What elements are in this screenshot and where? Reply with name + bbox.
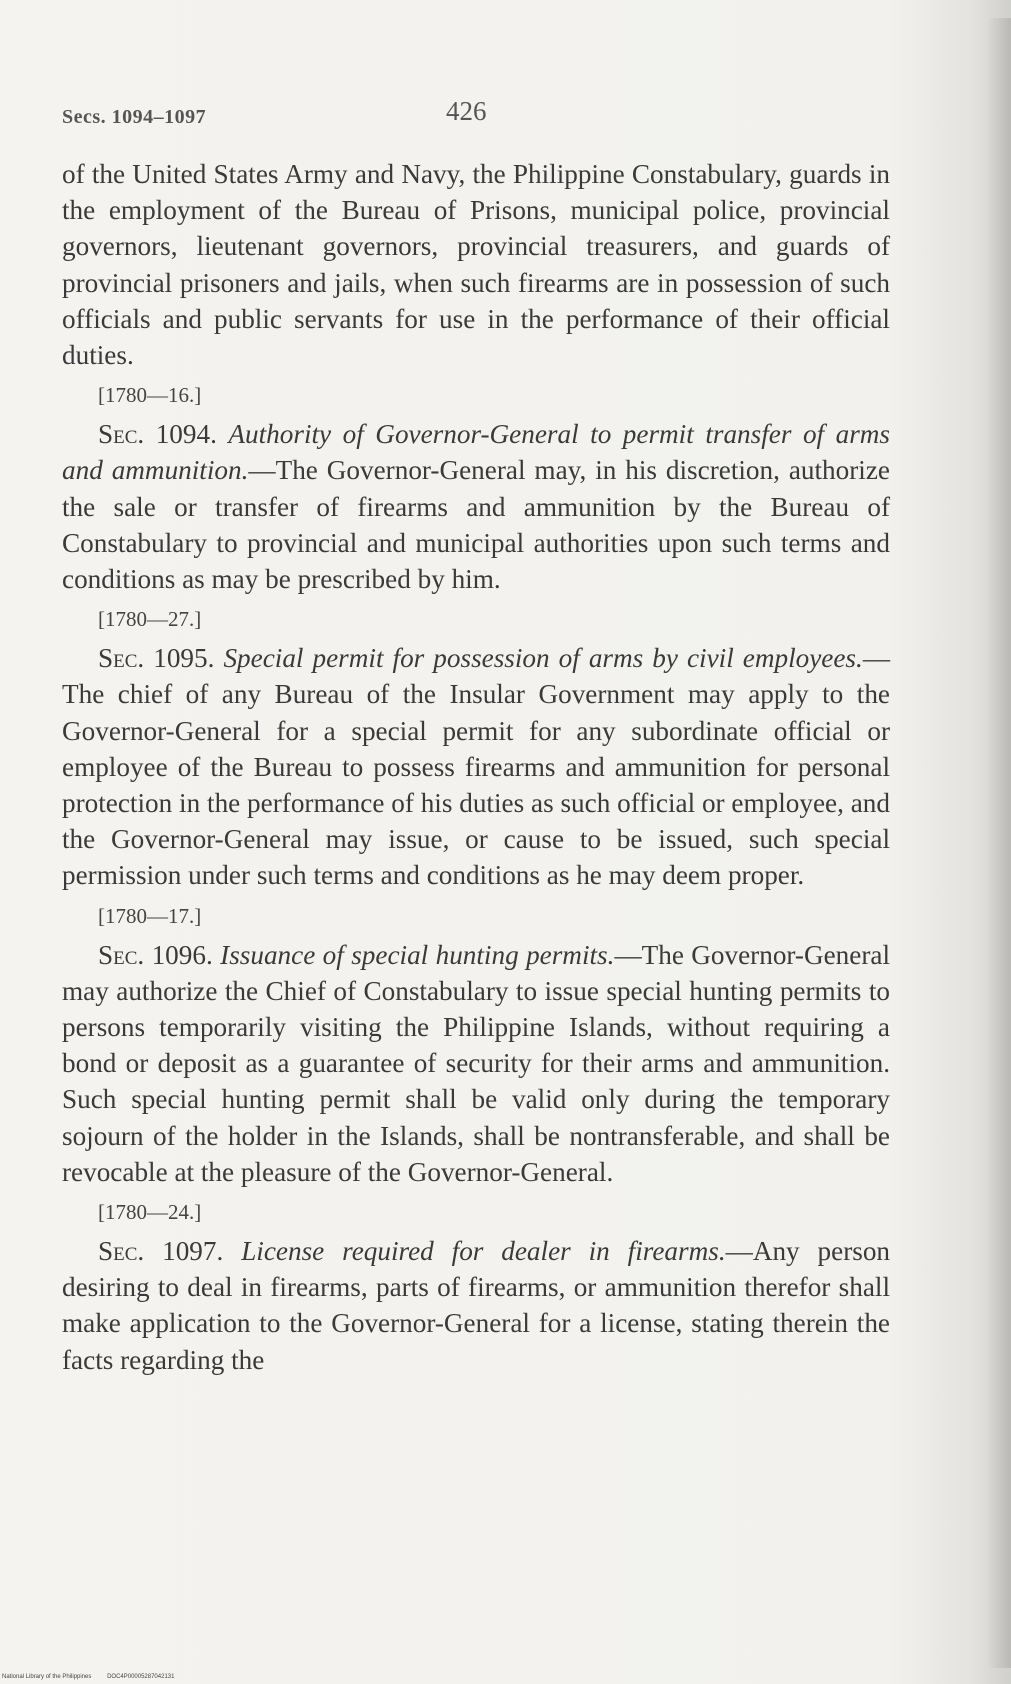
section-citation: [1780—17.] <box>98 903 202 928</box>
scan-footer <box>2 1674 188 1680</box>
section-label: Sec. 1096. <box>98 939 213 970</box>
section-paragraph <box>62 937 890 1190</box>
footer-identifier: DOC4P00005287042131 <box>107 1674 175 1680</box>
page-edge-shadow <box>989 18 1011 1668</box>
section-label: Sec. 1095. <box>98 643 215 674</box>
section-title: Special permit for possession of arms by civil employees. <box>223 643 863 674</box>
section-title: Authority of Governor-General to permit transfer of arms and ammunition. <box>62 419 890 486</box>
page-header <box>62 96 892 136</box>
section-label: Sec. 1094. <box>98 419 217 450</box>
section-1094 <box>62 381 890 597</box>
section-text: —The Governor-General may authorize the Chief of Constabulary to issue special hunting permits to persons temporarily visiting the Philippine Islands, without requiring a bond or deposit as a guarantee of security for their arms and ammunition. Such special hunting permit shall be valid only during the temporary sojourn of the holder in the Islands, shall be nontransferable, and shall be revocable at the pleasure of the Governor-General. <box>62 939 891 1187</box>
section-citation: [1780—24.] <box>98 1200 202 1225</box>
section-1095 <box>62 605 890 893</box>
section-citation: [1780—27.] <box>98 607 202 632</box>
page-body <box>62 156 890 1378</box>
section-paragraph <box>62 416 890 597</box>
footer-library: National Library of the Philippines <box>2 1674 92 1680</box>
section-label: Sec. 1097. <box>98 1236 224 1267</box>
running-head: Secs. 1094–1097 <box>62 106 207 128</box>
intro-paragraph: of the United States Army and Navy, the Philippine Constabulary, guards in the employment of the Bureau of Prisons, municipal police, provincial governors, lieutenant governors, provincial treasurers, and guards of provincial prisoners and jails, when such firearms are in possession of such officials and public servants for use in the performance of their official duties. <box>62 159 890 371</box>
page-number: 426 <box>446 96 487 126</box>
section-1096 <box>62 902 890 1190</box>
section-text: —The chief of any Bureau of the Insular Government may apply to the Governor-General for a special permit for any subordinate official or employee of the Bureau to possess firearms and ammunition for personal protection in the performance of his duties as such official or employee, and the Governor-General may issue, or cause to be issued, such special permission under such terms and conditions as he may deem proper. <box>62 643 891 891</box>
section-title: License required for dealer in firearms. <box>241 1236 726 1267</box>
section-text: —Any person desiring to deal in firearms, parts of firearms, or ammunition therefor shall make application to the Governor-General for a license, stating therein the facts regarding the <box>62 1236 891 1375</box>
section-citation: [1780—16.] <box>98 383 202 408</box>
section-paragraph <box>62 1233 890 1378</box>
section-text: —The Governor-General may, in his discretion, authorize the sale or transfer of firearms and ammunition by the Bureau of Constabulary to provincial and municipal authorities upon such terms and conditions as may be prescribed by him. <box>62 455 890 595</box>
section-title: Issuance of special hunting permits. <box>220 939 615 970</box>
section-1097 <box>62 1198 890 1378</box>
section-paragraph <box>62 640 890 893</box>
